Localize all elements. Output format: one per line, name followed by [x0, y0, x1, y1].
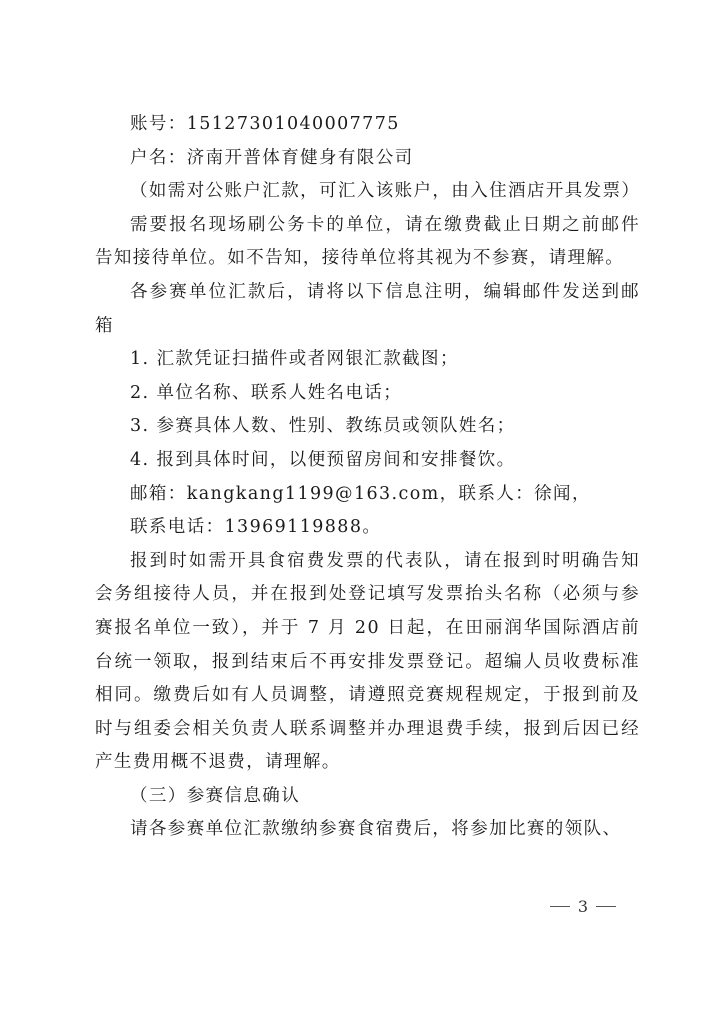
page-footer	[550, 897, 616, 916]
paragraph-confirm-instruction: 请各参赛单位汇款缴纳参赛食宿费后，将参加比赛的领队、	[130, 819, 622, 840]
document-body	[95, 108, 640, 847]
paragraph-invoice-detail: 报到时如需开具食宿费发票的代表队，请在报到时明确告知会务组接待人员，并在报到处登记填写发票抬头名称（必须与参赛报名单位一致），并于 7 月 20 日起，在田丽润华国际酒店前台统一领取，报到结束后不再安排发票登记。超编人员收费标准相同。缴费后如有人员调整，请遵照竞赛规程规定，于报到前及时与组委会相关负责人联系调整并办理退费手续，报到后因已经产生费用概不退费，请理解。	[95, 550, 640, 773]
paragraph-email-instruction: 各参赛单位汇款后，请将以下信息注明，编辑邮件发送到邮箱	[95, 281, 640, 336]
paragraph-item-4: 4. 报到具体时间，以便预留房间和安排餐饮。	[130, 449, 516, 470]
paragraph-item-3: 3. 参赛具体人数、性别、教练员或领队姓名；	[130, 416, 516, 437]
paragraph-phone: 联系电话：13969119888。	[130, 517, 382, 538]
paragraph-item-1: 1. 汇款凭证扫描件或者网银汇款截图；	[130, 349, 459, 370]
page-number: 3	[577, 897, 588, 916]
paragraph-invoice-note: （如需对公账户汇款，可汇入该账户，由入住酒店开具发票）	[130, 181, 641, 202]
paragraph-item-2: 2. 单位名称、联系人姓名电话；	[130, 382, 403, 403]
paragraph-section-3-heading: （三）参赛信息确认	[130, 785, 301, 806]
paragraph-account-name: 户名：济南开普体育健身有限公司	[130, 147, 414, 168]
paragraph-account: 账号：15127301040007775	[130, 114, 400, 134]
paragraph-email-contact: 邮箱：kangkang1199@163.com，联系人：徐闻，	[130, 483, 591, 504]
footer-dash-left	[550, 906, 570, 907]
footer-dash-right	[596, 906, 616, 907]
paragraph-card-notice: 需要报名现场刷公务卡的单位，请在缴费截止日期之前邮件告知接待单位。如不告知，接待单位将其视为不参赛，请理解。	[95, 214, 640, 269]
